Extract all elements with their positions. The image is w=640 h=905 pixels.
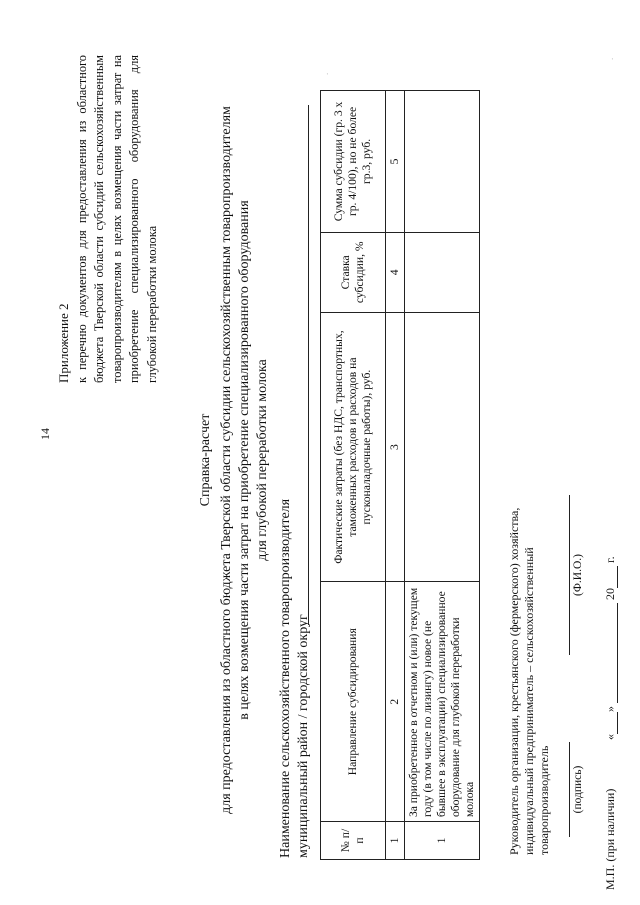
appendix-block [55, 55, 161, 383]
row-number: 1 [405, 822, 480, 860]
appendix-title: Приложение 2 [56, 303, 71, 383]
rotated-content [20, 15, 620, 895]
table-row [405, 91, 480, 860]
column-number: 5 [386, 91, 405, 233]
column-number: 4 [386, 232, 405, 312]
column-number-row [386, 91, 405, 860]
column-number: 2 [386, 582, 405, 822]
scan-mark: . [320, 72, 330, 75]
header-cell: Направление субсидирования [321, 582, 386, 822]
header-row [321, 91, 386, 860]
district-label: муниципальный район / городской округ [296, 614, 311, 858]
column-number: 3 [386, 312, 405, 582]
subtitle-line: для предоставления из областного бюджета Тверской области субсидии сельскохозяйственным товаропроизводителям [219, 106, 234, 814]
subtitle-line: в целях возмещения части затрат на приобретение специализированного оборудования [237, 200, 252, 720]
header-cell: Сумма субсидии (гр. 3 х гр. 4/100), но не более гр.3, руб. [321, 91, 386, 233]
stamp-place: М.П. (при наличии) [603, 788, 617, 890]
org-label: Наименование сельскохозяйственного товаропроизводителя [278, 498, 293, 858]
signature-line [569, 742, 570, 837]
appendix-text: к перечню документов для предоставления из областного бюджета Тверской области субсидий сельскохозяйственным товаропроизводителям в целях возмещения части затрат на приобретение специализированного оборудования для глубокой переработки молока [74, 55, 159, 383]
subtitle-line: для глубокой переработки молока [255, 359, 270, 561]
direction-cell: За приобретенное в отчетном и (или) текущем году (в том числе по лизингу) новое (не бывшее в эксплуатации) специализированное оборудование для глубокой переработки молока [405, 582, 480, 822]
name-caption: (Ф.И.О.) [572, 554, 584, 596]
name-line [569, 495, 570, 655]
page-number: 14 [38, 428, 52, 440]
signature-caption: (подпись) [572, 765, 584, 814]
date-line: «» 20 г. [603, 556, 617, 740]
header-cell: Ставка субсидии, % [321, 232, 386, 312]
head-signatory-text: Руководитель организации, крестьянского (фермерского) хозяйства, индивидуальный предприниматель – сельскохозяйственный товаропроизводитель [507, 507, 551, 855]
header-cell: Фактические затраты (без НДС, транспортных, таможенных расходов и расходов на пусконаладочные работы), руб. [321, 312, 386, 582]
fill-in-line [308, 105, 309, 625]
column-number: 1 [386, 822, 405, 860]
header-cell: № п/п [321, 822, 386, 860]
rate-cell [405, 232, 480, 312]
amount-cell [405, 91, 480, 233]
scan-mark: . [605, 57, 615, 60]
form-subtitle [218, 100, 272, 820]
form-title: Справка-расчет [198, 413, 213, 507]
expenses-cell [405, 312, 480, 582]
subsidy-table [320, 90, 480, 860]
